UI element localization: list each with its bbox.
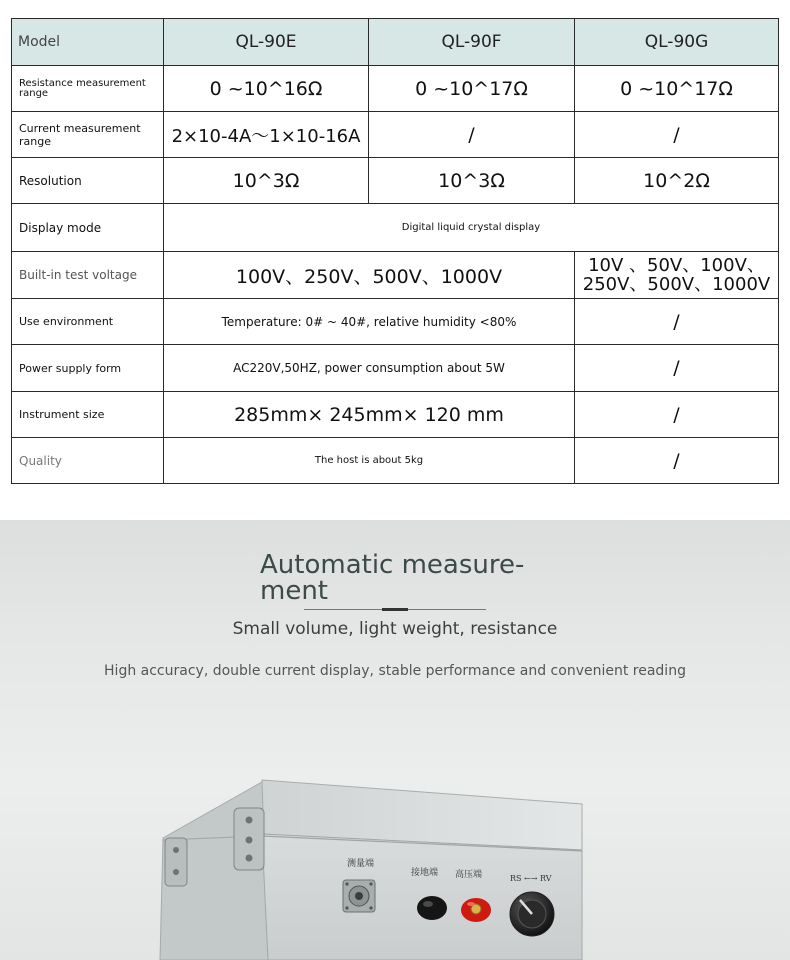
row-label-display: Display mode — [12, 204, 164, 252]
cell-resolution-g: 10^2Ω — [575, 158, 779, 204]
table-row — [12, 204, 779, 252]
cell-resolution-e: 10^3Ω — [164, 158, 369, 204]
hinge-left — [165, 838, 187, 886]
cell-current-f: / — [369, 112, 575, 158]
voltage-g-line1: 10V 、50V、100V、 — [588, 255, 765, 276]
cell-current-e: 2×10-4A～1×10-16A — [164, 112, 369, 158]
label-high-voltage: 高压端 — [455, 870, 483, 880]
row-label-size: Instrument size — [12, 392, 164, 438]
header-ql-90f: QL-90F — [369, 19, 575, 66]
ground-terminal — [417, 896, 447, 920]
table-header-row — [12, 19, 779, 66]
measure-port — [343, 880, 375, 912]
spec-table — [11, 18, 779, 484]
cell-resolution-f: 10^3Ω — [369, 158, 575, 204]
table-row — [12, 392, 779, 438]
table-row — [12, 438, 779, 484]
header-model: Model — [12, 19, 164, 66]
voltage-g-line2: 250V、500V、1000V — [582, 274, 771, 295]
row-label-quality: Quality — [12, 438, 164, 484]
table-row — [12, 66, 779, 112]
header-ql-90g: QL-90G — [575, 19, 779, 66]
cell-resistance-e: 0 ~10^16Ω — [164, 66, 369, 112]
cell-environment: Temperature: 0# ~ 40#, relative humidity <80% — [164, 299, 575, 345]
cell-size-g: / — [575, 392, 779, 438]
cell-resistance-g: 0 ~10^17Ω — [575, 66, 779, 112]
cell-power-g: / — [575, 345, 779, 392]
cell-current-g: / — [575, 112, 779, 158]
cell-quality: The host is about 5kg — [164, 438, 575, 484]
row-label-resolution: Resolution — [12, 158, 164, 204]
promo-subtitle: Small volume, light weight, resistance — [232, 619, 558, 639]
promo-headline: Automatic measure-ment — [260, 550, 525, 606]
cell-resistance-f: 0 ~10^17Ω — [369, 66, 575, 112]
row-label-power: Power supply form — [12, 345, 164, 392]
row-label-current: Current measurement range — [12, 112, 164, 158]
selector-knob — [510, 892, 554, 936]
hinge-right — [234, 808, 264, 870]
cell-size: 285mm× 245mm× 120 mm — [164, 392, 575, 438]
label-knob: RS ←→ RV — [510, 874, 552, 883]
table-row — [12, 345, 779, 392]
cell-voltage-ef: 100V、250V、500V、1000V — [164, 252, 575, 299]
promo-tagline: High accuracy, double current display, stable performance and convenient reading — [104, 663, 686, 679]
cell-voltage-g — [575, 252, 779, 299]
cell-quality-g: / — [575, 438, 779, 484]
cell-power: AC220V,50HZ, power consumption about 5W — [164, 345, 575, 392]
cell-display: Digital liquid crystal display — [164, 204, 779, 252]
table-row — [12, 158, 779, 204]
row-label-resistance: Resistance measurement range — [12, 66, 164, 112]
row-label-voltage: Built-in test voltage — [12, 252, 164, 299]
table-row — [12, 299, 779, 345]
high-voltage-terminal — [461, 898, 491, 922]
label-measure: 测量端 — [347, 859, 375, 869]
label-ground: 接地端 — [411, 868, 439, 878]
header-ql-90e: QL-90E — [164, 19, 369, 66]
row-label-environment: Use environment — [12, 299, 164, 345]
headline-divider-accent — [382, 608, 408, 611]
cell-environment-g: / — [575, 299, 779, 345]
table-row — [12, 112, 779, 158]
promo-section — [0, 520, 790, 960]
table-row — [12, 252, 779, 299]
